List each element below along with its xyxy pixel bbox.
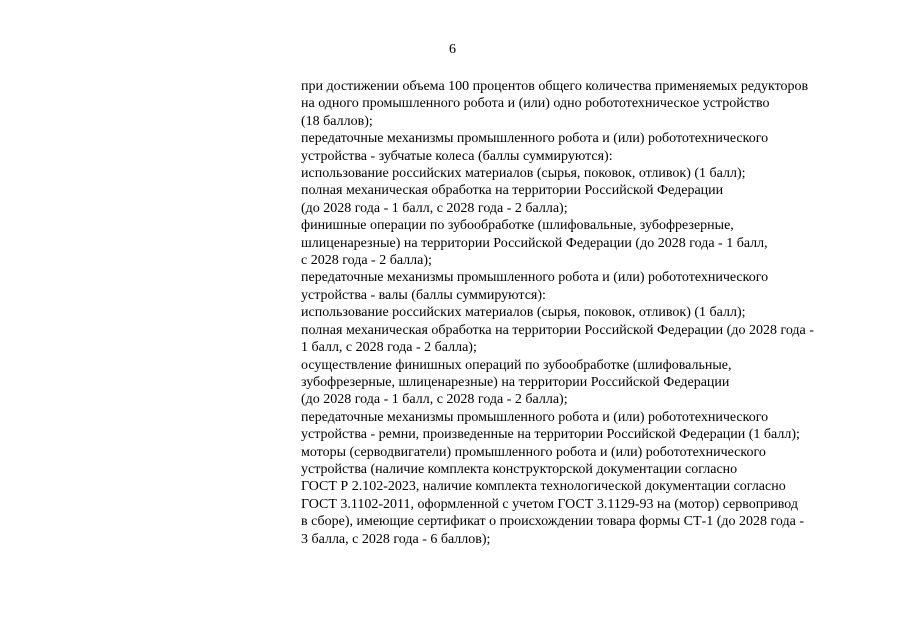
text-line: передаточные механизмы промышленного робота и (или) робототехнического bbox=[301, 131, 769, 147]
document-body bbox=[301, 78, 891, 548]
text-line: в сборе), имеющие сертификат о происхождении товара формы СТ-1 (до 2028 года - bbox=[301, 514, 805, 530]
text-line: передаточные механизмы промышленного робота и (или) робототехнического bbox=[301, 409, 769, 425]
text-line: использование российских материалов (сырья, поковок, отливок) (1 балл); bbox=[301, 305, 746, 321]
text-line: финишные операции по зубообработке (шлифовальные, зубофрезерные, bbox=[301, 218, 734, 234]
text-line: устройства - валы (баллы суммируются): bbox=[301, 287, 546, 303]
text-line: (18 баллов); bbox=[301, 113, 373, 129]
text-line: моторы (серводвигатели) промышленного робота и (или) робототехнического bbox=[301, 444, 766, 460]
text-line: (до 2028 года - 1 балл, с 2028 года - 2 балла); bbox=[301, 392, 568, 408]
text-line: осуществление финишных операций по зубообработке (шлифовальные, bbox=[301, 357, 732, 373]
text-line: зубофрезерные, шлиценарезные) на территории Российской Федерации bbox=[301, 374, 730, 390]
text-line: полная механическая обработка на территории Российской Федерации bbox=[301, 183, 724, 199]
text-line: передаточные механизмы промышленного робота и (или) робототехнического bbox=[301, 270, 769, 286]
text-line: устройства - ремни, произведенные на территории Российской Федерации (1 балл); bbox=[301, 427, 800, 443]
text-line: 1 балл, с 2028 года - 2 балла); bbox=[301, 340, 477, 356]
page-number: 6 bbox=[449, 42, 456, 57]
text-line: шлиценарезные) на территории Российской Федерации (до 2028 года - 1 балл, bbox=[301, 235, 768, 251]
text-line: при достижении объема 100 процентов общего количества применяемых редукторов bbox=[301, 79, 809, 94]
text-line: на одного промышленного робота и (или) одно робототехническое устройство bbox=[301, 96, 770, 112]
text-line: устройства (наличие комплекта конструкторской документации согласно bbox=[301, 461, 738, 477]
text-line: ГОСТ Р 2.102-2023, наличие комплекта технологической документации согласно bbox=[301, 479, 786, 495]
text-line: устройства - зубчатые колеса (баллы суммируются): bbox=[301, 148, 613, 164]
text-line: с 2028 года - 2 балла); bbox=[301, 253, 432, 269]
text-line: 3 балла, с 2028 года - 6 баллов); bbox=[301, 531, 491, 547]
text-line: ГОСТ 3.1102-2011, оформленной с учетом ГОСТ 3.1129-93 на (мотор) сервопривод bbox=[301, 496, 798, 512]
text-line: полная механическая обработка на территории Российской Федерации (до 2028 года - bbox=[301, 322, 814, 338]
text-line: (до 2028 года - 1 балл, с 2028 года - 2 балла); bbox=[301, 200, 568, 216]
text-line: использование российских материалов (сырья, поковок, отливок) (1 балл); bbox=[301, 166, 746, 182]
